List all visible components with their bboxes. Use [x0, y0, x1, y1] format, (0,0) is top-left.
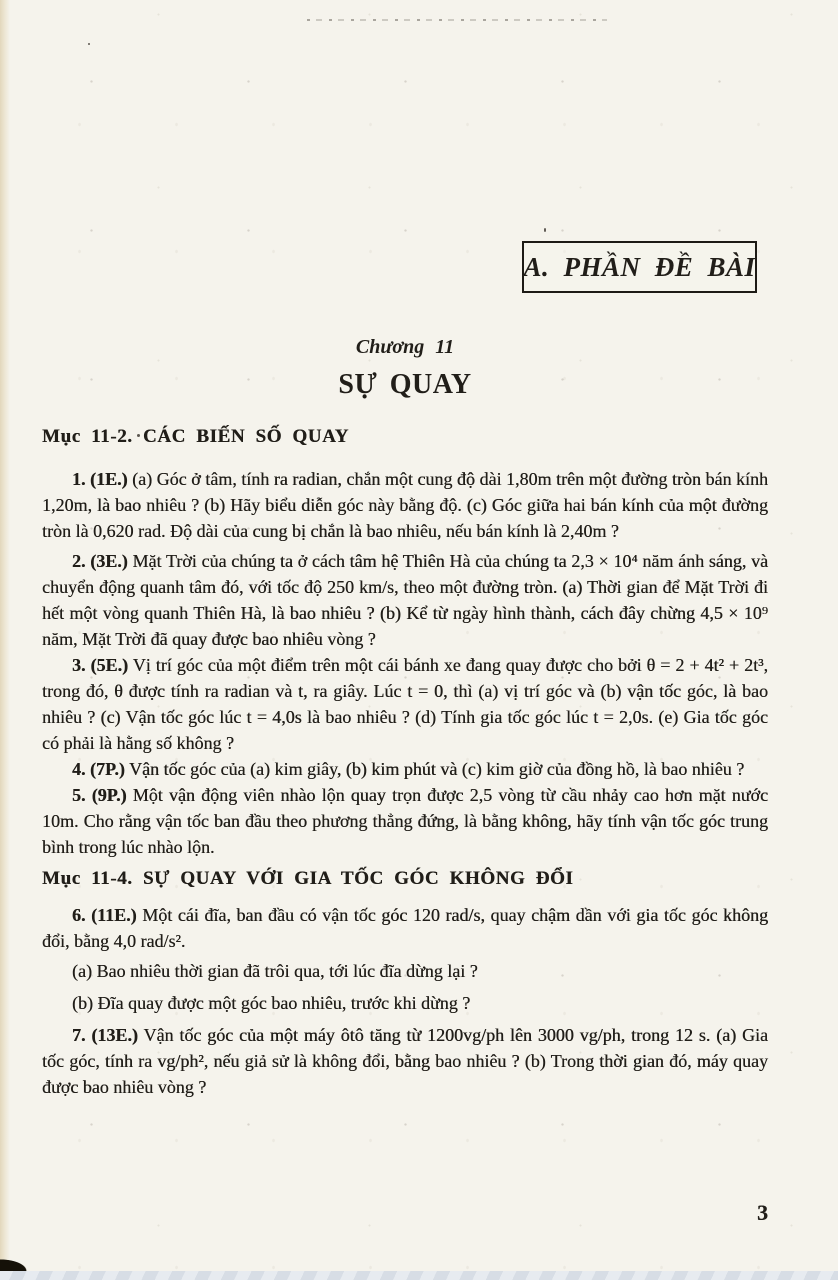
problem-6-subitem-b	[42, 990, 768, 1016]
problem-5-number: 5.	[72, 785, 86, 805]
problem-4-number: 4.	[72, 759, 86, 779]
page-left-edge-shadow	[0, 0, 10, 1271]
desk-surface	[0, 1271, 838, 1280]
problem-2-text: Mặt Trời của chúng ta ở cách tâm hệ Thiên Hà của chúng ta 2,3 × 10⁴ năm ánh sáng, và chuyển động quanh tâm đó, với tốc độ 250 km/s, theo một đường tròn. (a) Thời gian để Mặt Trời đi hết một vòng quanh Thiên Hà, là bao nhiêu ? (b) Kể từ ngày hình thành, cách đây chừng 4,5 × 10⁹ năm, Mặt Trời đã quay được bao nhiêu vòng ?	[42, 551, 769, 649]
problem-4-code: (7P.)	[90, 759, 125, 779]
problem-7	[42, 1022, 768, 1100]
problem-1-number: 1.	[72, 469, 86, 489]
problem-6-code: (11E.)	[91, 905, 137, 925]
problem-1	[42, 466, 768, 544]
problem-7-code: (13E.)	[91, 1025, 138, 1045]
problem-3-code: (5E.)	[90, 655, 129, 675]
problem-6-text: Một cái đĩa, ban đầu có vận tốc góc 120 rad/s, quay chậm dần với gia tốc góc không đổi, bằng 4,0 rad/s².	[42, 905, 769, 951]
problem-3	[42, 652, 768, 756]
paper-speck	[88, 43, 90, 45]
bleedthrough-line	[307, 19, 607, 21]
section-heading-11-4: Mục 11-4. SỰ QUAY VỚI GIA TỐC GÓC KHÔNG ĐỔI	[42, 868, 574, 889]
problem-6b-text: (b) Đĩa quay được một góc bao nhiêu, trước khi dừng ?	[72, 993, 471, 1013]
problems-column	[42, 424, 768, 1100]
problem-6-number: 6.	[72, 905, 86, 925]
part-heading: A. PHẦN ĐỀ BÀI	[523, 251, 756, 282]
problem-2	[42, 548, 768, 652]
chapter-label: Chương 11	[355, 336, 455, 358]
problem-2-code: (3E.)	[90, 551, 128, 571]
paper-speck	[544, 228, 546, 232]
problem-5-text: Một vận động viên nhào lộn quay trọn được 2,5 vòng từ cầu nhảy cao hơn mặt nước 10m. Cho rằng vận tốc ban đầu theo phương thẳng đứng, là bằng không, hãy tính vận tốc góc trung bình trong lúc nhào lộn.	[42, 785, 769, 857]
problem-6-subitem-a	[42, 958, 768, 984]
problem-7-text: Vận tốc góc của một máy ôtô tăng từ 1200vg/ph lên 3000 vg/ph, trong 12 s. (a) Gia tốc góc, tính ra vg/ph², nếu giả sử là không đổi, bằng bao nhiêu ? (b) Trong thời gian đó, máy quay được bao nhiêu vòng ?	[42, 1025, 769, 1097]
problem-5-code: (9P.)	[91, 785, 127, 805]
problem-6	[42, 902, 768, 954]
chapter-header	[42, 336, 768, 401]
problem-4-text: Vận tốc góc của (a) kim giây, (b) kim phút và (c) kim giờ của đồng hồ, là bao nhiêu ?	[129, 759, 745, 779]
problem-5	[42, 782, 768, 860]
problem-1-text: (a) Góc ở tâm, tính ra radian, chắn một cung độ dài 1,80m trên một đường tròn bán kính 1,20m, là bao nhiêu ? (b) Hãy biểu diễn góc này bằng độ. (c) Góc giữa hai bán kính của một đường tròn là 0,620 rad. Độ dài của cung bị chắn là bao nhiêu, nếu bán kính là 2,40m ?	[42, 469, 768, 541]
page-number: 3	[757, 1200, 768, 1225]
problem-4	[42, 756, 768, 782]
section-heading-11-2: Mục 11-2. CÁC BIẾN SỐ QUAY	[42, 426, 349, 447]
problem-7-number: 7.	[72, 1025, 86, 1045]
page-corner-shadow	[0, 1250, 48, 1271]
part-heading-box	[522, 241, 757, 293]
problem-3-text: Vị trí góc của một điểm trên một cái bánh xe đang quay được cho bởi θ = 2 + 4t² + 2t³, trong đó, θ được tính ra radian và t, ra giây. Lúc t = 0, thì (a) vị trí góc và (b) vận tốc góc, là bao nhiêu ? (c) Vận tốc góc lúc t = 4,0s là bao nhiêu ? (d) Tính gia tốc góc lúc t = 2,0s. (e) Gia tốc góc có phải là hằng số không ?	[42, 655, 768, 753]
problem-1-code: (1E.)	[90, 469, 128, 489]
chapter-title: SỰ QUAY	[338, 369, 472, 400]
problem-6a-text: (a) Bao nhiêu thời gian đã trôi qua, tới lúc đĩa dừng lại ?	[72, 961, 478, 981]
problem-2-number: 2.	[72, 551, 86, 571]
problem-3-number: 3.	[72, 655, 86, 675]
